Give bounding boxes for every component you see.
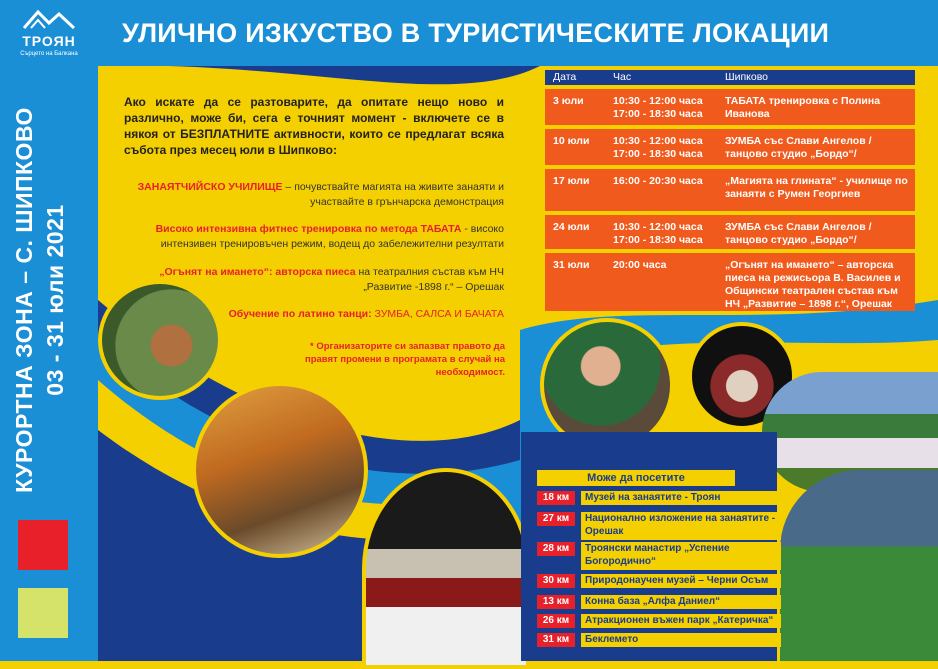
venue-text: с. Шипково, курортна зона, преди минералния басейн [118, 526, 242, 563]
row-program: „Огънят на имането“ – авторска пиеса на режисьора В. Василев и Общински театрален състав към НЧ „Развитие – 1898 г.“, Орешак [725, 259, 901, 310]
red-square [18, 520, 68, 570]
activity-item [120, 222, 504, 252]
activity-text: – почувствайте магията на живите занаяти и участвайте в грънчарска демонстрация [282, 181, 504, 208]
row-program: „Магията на глината“ - училище по занаяти с Румен Георгиев [725, 175, 908, 200]
activity-text: - високо интензивен тренировъчен режим, водещ до забележителни резултати [160, 223, 504, 250]
zumba-woman-photo [780, 470, 938, 661]
visit-place: Музей на занаятите - Троян [581, 491, 781, 505]
col-time: Час [613, 71, 632, 83]
distance-badge: 18 км [537, 491, 575, 505]
mountain-logo-icon [22, 6, 76, 32]
lime-square [18, 588, 68, 638]
venue-title: Място: [118, 509, 159, 523]
info-block [118, 584, 318, 646]
visit-title: Може да посетите [537, 470, 735, 486]
row-date: 3 юли [553, 95, 584, 107]
schedule-header [545, 70, 915, 85]
row-time: 10:30 - 12:00 часа 17:00 - 18:30 часа [613, 221, 703, 246]
visit-place: Беклемето [581, 633, 781, 647]
row-date: 17 юли [553, 175, 590, 187]
activity-text: ЗУМБА, САЛСА И БАЧАТА [371, 308, 504, 320]
col-date: Дата [553, 71, 577, 83]
row-date: 10 юли [553, 135, 590, 147]
activity-text: на театралния състав към НЧ „Развитие -1898 г.“ – Орешак [355, 266, 504, 293]
info-url-link[interactable]: www.visit.troyan.bg [118, 634, 204, 645]
schedule-row [545, 253, 915, 311]
row-time: 10:30 - 12:00 часа 17:00 - 18:30 часа [613, 135, 703, 160]
activity-item [120, 180, 504, 210]
side-vertical-text [11, 107, 69, 493]
schedule-row [545, 169, 915, 211]
logo [0, 0, 98, 66]
brand-name: ТРОЯН [22, 33, 76, 49]
distance-badge: 31 км [537, 633, 575, 647]
row-time: 10:30 - 12:00 часа 17:00 - 18:30 часа [613, 95, 703, 120]
visit-place: Троянски манастир „Успение Богородично“ [581, 542, 781, 570]
row-time: 20:00 часа [613, 259, 667, 271]
side-location: КУРОРТНА ЗОНА – С. ШИПКОВО [11, 107, 37, 493]
info-text: относно туристически атракции, събития, настаняване и хранене посетете туристическия портал на Община Троян [118, 598, 312, 633]
visit-place: Атракционен въжен парк „Катеричка“ [581, 614, 781, 628]
distance-badge: 13 км [537, 595, 575, 609]
row-program: ТАБАТА тренировка с Полина Иванова [725, 95, 881, 120]
disclaimer-note: * Организаторите си запазват правото да правят промени в програмата в случай на необходимост. [304, 341, 505, 378]
row-date: 24 юли [553, 221, 590, 233]
page-title: УЛИЧНО ИЗКУСТВО В ТУРИСТИЧЕСКИТЕ ЛОКАЦИИ [122, 18, 830, 48]
row-time: 16:00 - 20:30 часа [613, 175, 703, 187]
schedule-row [545, 215, 915, 249]
visit-place: Природонаучен музей – Черни Осъм [581, 574, 781, 588]
schedule-row [545, 129, 915, 165]
activity-name: „Огънят на имането“: авторска пиеса [159, 266, 356, 278]
brand-tagline: Сърцето на Балкана [20, 51, 78, 57]
distance-badge: 28 км [537, 542, 575, 556]
venue-block [118, 510, 298, 564]
visit-place: Конна база „Алфа Даниел“ [581, 595, 781, 609]
schedule-row [545, 89, 915, 125]
distance-badge: 27 км [537, 512, 575, 526]
visit-place: Национално изложение на занаятите - Орешак [581, 512, 781, 540]
activity-name: Високо интензивна фитнес тренировка по метода ТАБАТА [155, 223, 462, 235]
intro-text: Ако искате да се разтоварите, да опитате нещо ново и различно, може би, сега е точният момент - включете се в някоя от БЕЗПЛАТНИТЕ активности, които се предлагат всяка събота през месец юли в Шипково: [124, 95, 504, 157]
info-title: За повече информация [118, 583, 258, 597]
distance-badge: 30 км [537, 574, 575, 588]
row-program: ЗУМБА със Слави Ангелов /танцово студио „Бордо“/ [725, 135, 872, 160]
row-date: 31 юли [553, 259, 590, 271]
activity-name: ЗАНАЯТЧИЙСКО УЧИЛИЩЕ [137, 181, 283, 193]
side-dates: 03 - 31 юли 2021 [42, 204, 68, 396]
distance-badge: 26 км [537, 614, 575, 628]
activity-name: Обучение по латино танци: [228, 308, 372, 320]
pottery-photo [98, 280, 222, 400]
col-place: Шипково [725, 71, 769, 83]
schedule-table [545, 70, 915, 311]
folk-choir-photo [362, 468, 530, 669]
row-program: ЗУМБА със Слави Ангелов /танцово студио „Бордо“/ [725, 221, 872, 246]
